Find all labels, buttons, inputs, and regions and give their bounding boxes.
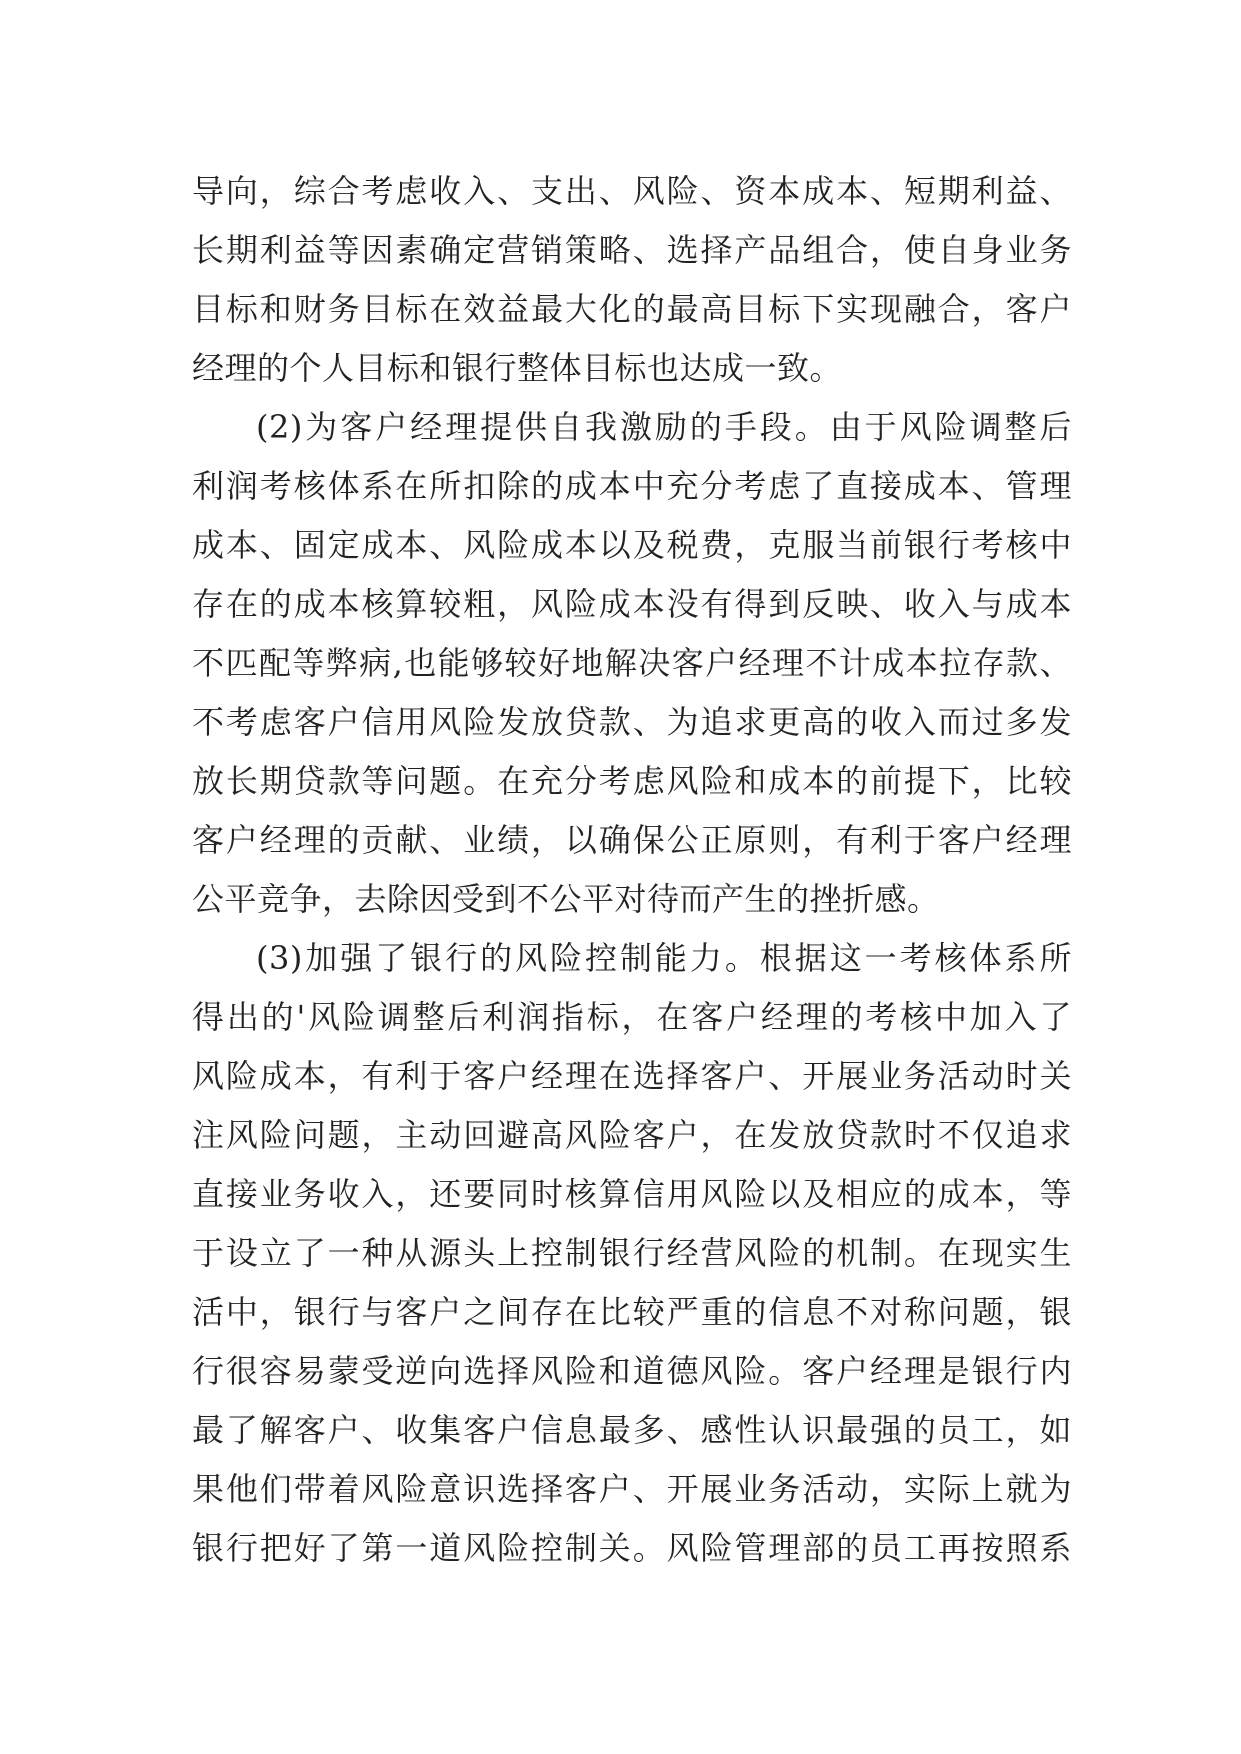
text-line: 不匹配等弊病,也能够较好地解决客户经理不计成本拉存款、	[192, 644, 1072, 682]
text-line: 风险成本，有利于客户经理在选择客户、开展业务活动时关	[192, 1057, 1072, 1095]
text-line: 于设立了一种从源头上控制银行经营风险的机制。在现实生	[192, 1234, 1072, 1272]
text-line: 公平竞争，去除因受到不公平对待而产生的挫折感。	[192, 880, 940, 918]
text-line: 导向，综合考虑收入、支出、风险、资本成本、短期利益、	[192, 172, 1072, 210]
text-line: 存在的成本核算较粗，风险成本没有得到反映、收入与成本	[192, 585, 1072, 623]
text-line: 客户经理的贡献、业绩，以确保公正原则，有利于客户经理	[192, 821, 1072, 859]
text-line: 直接业务收入，还要同时核算信用风险以及相应的成本，等	[192, 1175, 1072, 1213]
text-line: 经理的个人目标和银行整体目标也达成一致。	[192, 349, 843, 387]
text-line: 放长期贷款等问题。在充分考虑风险和成本的前提下，比较	[192, 762, 1072, 800]
text-line: 目标和财务目标在效益最大化的最高目标下实现融合，客户	[192, 290, 1072, 328]
text-line: 成本、固定成本、风险成本以及税费，克服当前银行考核中	[192, 526, 1072, 564]
text-line: 行很容易蒙受逆向选择风险和道德风险。客户经理是银行内	[192, 1352, 1072, 1390]
text-line: (3)加强了银行的风险控制能力。根据这一考核体系所	[256, 939, 1072, 977]
text-line: 银行把好了第一道风险控制关。风险管理部的员工再按照系	[192, 1529, 1072, 1567]
text-line: 得出的'风险调整后利润指标，在客户经理的考核中加入了	[192, 998, 1072, 1036]
text-line: 注风险问题，主动回避高风险客户，在发放贷款时不仅追求	[192, 1116, 1072, 1154]
text-line: (2)为客户经理提供自我激励的手段。由于风险调整后	[256, 408, 1072, 446]
body-text	[192, 162, 1072, 1578]
text-line: 长期利益等因素确定营销策略、选择产品组合，使自身业务	[192, 231, 1072, 269]
text-line: 活中，银行与客户之间存在比较严重的信息不对称问题，银	[192, 1293, 1072, 1331]
text-line: 利润考核体系在所扣除的成本中充分考虑了直接成本、管理	[192, 467, 1072, 505]
text-line: 最了解客户、收集客户信息最多、感性认识最强的员工，如	[192, 1411, 1072, 1449]
text-line: 果他们带着风险意识选择客户、开展业务活动，实际上就为	[192, 1470, 1072, 1508]
text-line: 不考虑客户信用风险发放贷款、为追求更高的收入而过多发	[192, 703, 1072, 741]
